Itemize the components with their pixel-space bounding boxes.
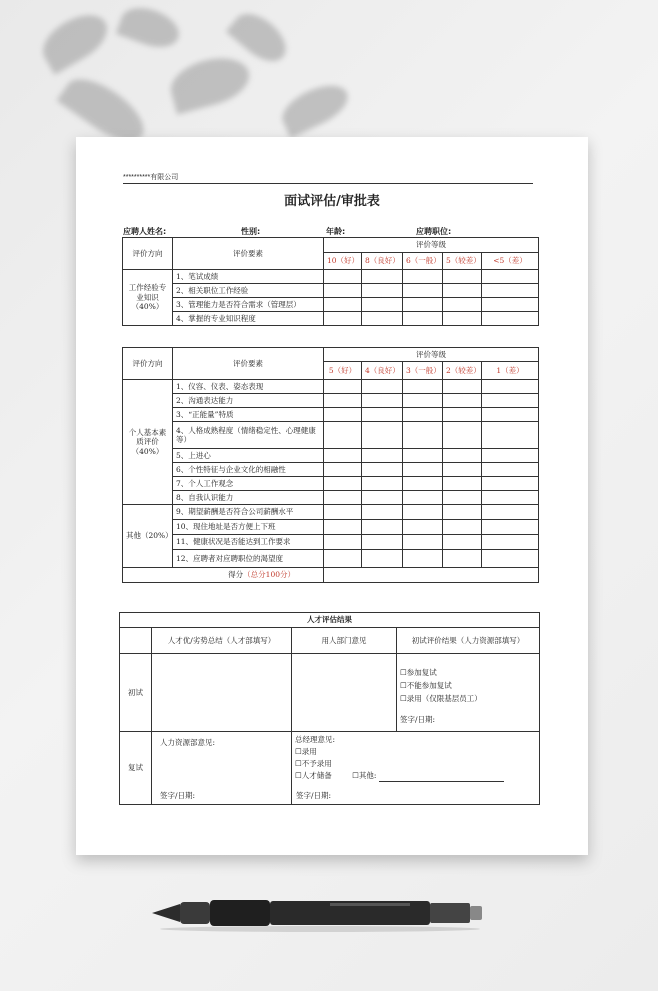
score-cell[interactable]: [482, 422, 539, 449]
score-cell[interactable]: [324, 270, 362, 284]
score-cell[interactable]: [443, 284, 482, 298]
score-cell[interactable]: [324, 449, 362, 463]
first-result-header: 初试评价结果（人力资源部填写）: [397, 628, 540, 654]
score-cell[interactable]: [362, 298, 403, 312]
score-cell[interactable]: [324, 463, 362, 477]
grade-label: 1（差）: [482, 362, 539, 380]
other-input-line[interactable]: [379, 781, 504, 782]
gm-sign: 签字/日期:: [296, 790, 332, 800]
score-cell[interactable]: [362, 550, 403, 568]
requirement-header: 评价要素: [173, 238, 324, 270]
grade-label: <5（差）: [482, 253, 539, 270]
criterion: 5、上进心: [173, 449, 324, 463]
score-cell[interactable]: [362, 491, 403, 505]
score-cell[interactable]: [362, 535, 403, 550]
grade-label: 8（良好）: [362, 253, 403, 270]
score-cell[interactable]: [482, 312, 539, 326]
age-label: 年龄:: [326, 227, 346, 236]
score-cell[interactable]: [403, 312, 443, 326]
score-cell[interactable]: [443, 505, 482, 520]
score-cell[interactable]: [324, 394, 362, 408]
blank-cell: [120, 628, 152, 654]
criterion: 9、期望薪酬是否符合公司薪酬水平: [173, 505, 324, 520]
first-sign: 签字/日期:: [400, 715, 436, 724]
score-cell[interactable]: [403, 270, 443, 284]
group-label: 其他（20%）: [123, 505, 173, 568]
score-cell[interactable]: [403, 491, 443, 505]
score-cell[interactable]: [324, 477, 362, 491]
gm-opinion-cell: [292, 732, 540, 805]
criterion: 7、个人工作观念: [173, 477, 324, 491]
score-cell[interactable]: [482, 520, 539, 535]
score-cell[interactable]: [324, 298, 362, 312]
score-cell[interactable]: [443, 535, 482, 550]
criterion: 11、健康状况是否能达到工作要求: [173, 535, 324, 550]
score-cell[interactable]: [482, 408, 539, 422]
score-cell[interactable]: [324, 535, 362, 550]
score-cell[interactable]: [403, 550, 443, 568]
score-row: [123, 568, 324, 583]
criterion: 2、相关职位工作经验: [173, 284, 324, 298]
score-cell[interactable]: [403, 463, 443, 477]
score-cell[interactable]: [482, 449, 539, 463]
score-cell[interactable]: [324, 422, 362, 449]
score-cell[interactable]: [403, 394, 443, 408]
pen-icon: [150, 893, 490, 933]
result-header: 人才评估结果: [120, 613, 540, 628]
hr-opinion-cell: [152, 732, 292, 805]
score-cell[interactable]: [362, 422, 403, 449]
grade-label: 3（一般）: [403, 362, 443, 380]
score-cell[interactable]: [403, 449, 443, 463]
dept-opinion-cell[interactable]: [292, 654, 397, 732]
score-cell[interactable]: [403, 422, 443, 449]
score-cell[interactable]: [403, 520, 443, 535]
score-cell[interactable]: [362, 394, 403, 408]
document-page: [76, 137, 588, 855]
grade-label: 4（良好）: [362, 362, 403, 380]
score-cell[interactable]: [324, 550, 362, 568]
score-cell[interactable]: [482, 477, 539, 491]
criterion: 3、管理能力是否符合需求（管理层）: [173, 298, 324, 312]
score-cell[interactable]: [362, 380, 403, 394]
group-label: 工作经验专业知识（40%）: [123, 270, 173, 326]
score-cell[interactable]: [324, 505, 362, 520]
name-label: 应聘人姓名:: [123, 227, 167, 236]
criterion: 8、自我认识能力: [173, 491, 324, 505]
score-cell[interactable]: [362, 408, 403, 422]
score-cell[interactable]: [403, 505, 443, 520]
leaf-shadow: [116, 1, 184, 54]
score-cell[interactable]: [403, 535, 443, 550]
score-cell[interactable]: [362, 270, 403, 284]
score-cell[interactable]: [443, 477, 482, 491]
score-cell[interactable]: [482, 550, 539, 568]
leaf-shadow: [35, 5, 116, 75]
second-interview-label: 复试: [120, 732, 152, 805]
summary-header: 人才优/劣势总结（人才部填写）: [152, 628, 292, 654]
grade-label: 2（较差）: [443, 362, 482, 380]
grade-label: 10（好）: [324, 253, 362, 270]
score-cell[interactable]: [324, 312, 362, 326]
score-cell[interactable]: [482, 380, 539, 394]
score-cell[interactable]: [482, 505, 539, 520]
page-title: 面试评估/审批表: [284, 194, 380, 209]
grade-header: 评价等级: [324, 238, 539, 253]
grade-header: 评价等级: [324, 348, 539, 362]
criterion: 2、沟通表达能力: [173, 394, 324, 408]
score-cell[interactable]: [443, 520, 482, 535]
score-cell[interactable]: [403, 380, 443, 394]
grade-label: 6（一般）: [403, 253, 443, 270]
score-cell[interactable]: [324, 380, 362, 394]
score-cell[interactable]: [482, 270, 539, 284]
gm-option-row: [295, 770, 536, 782]
score-cell[interactable]: [443, 298, 482, 312]
header-rule: [123, 183, 533, 184]
score-cell[interactable]: [443, 491, 482, 505]
score-cell[interactable]: [482, 298, 539, 312]
score-cell[interactable]: [443, 394, 482, 408]
grade-label: 5（好）: [324, 362, 362, 380]
score-cell[interactable]: [403, 284, 443, 298]
score-total-cell[interactable]: [324, 568, 539, 583]
first-result-cell: [397, 654, 540, 732]
score-cell[interactable]: [362, 312, 403, 326]
criterion: 3、“正能量”特质: [173, 408, 324, 422]
score-cell[interactable]: [403, 298, 443, 312]
criterion: 4、掌握的专业知识程度: [173, 312, 324, 326]
direction-header: 评价方向: [123, 238, 173, 270]
score-label: 得分: [228, 570, 244, 580]
score-cell[interactable]: [403, 408, 443, 422]
score-cell[interactable]: [324, 491, 362, 505]
criterion: 4、人格成熟程度（情绪稳定性、心理健康等）: [173, 422, 324, 449]
score-cell[interactable]: [482, 463, 539, 477]
evaluation-table-2: [122, 347, 539, 583]
score-cell[interactable]: [443, 380, 482, 394]
leaf-shadow: [166, 50, 255, 114]
criterion: 10、现住地址是否方便上下班: [173, 520, 324, 535]
score-cell[interactable]: [482, 535, 539, 550]
result-table: [119, 612, 540, 805]
score-cell[interactable]: [362, 477, 403, 491]
company-name: **********有限公司: [123, 174, 179, 181]
gm-option-other[interactable]: ☐其他:: [352, 771, 377, 780]
score-cell[interactable]: [443, 463, 482, 477]
score-cell[interactable]: [403, 477, 443, 491]
score-cell[interactable]: [443, 270, 482, 284]
score-cell[interactable]: [324, 520, 362, 535]
gm-opinion-label: 总经理意见:: [295, 735, 336, 744]
criterion: 12、应聘者对应聘职位的渴望度: [173, 550, 324, 568]
option-hire-basic[interactable]: ☐录用（仅限基层员工）: [400, 694, 482, 703]
leaf-shadow: [276, 77, 354, 138]
score-cell[interactable]: [482, 394, 539, 408]
option-join-second[interactable]: ☐参加复试: [400, 668, 437, 677]
score-cell[interactable]: [482, 491, 539, 505]
grade-label: 5（较差）: [443, 253, 482, 270]
score-cell[interactable]: [324, 408, 362, 422]
position-label: 应聘职位:: [416, 227, 452, 236]
score-cell[interactable]: [443, 449, 482, 463]
gm-option-reject[interactable]: ☐不予录用: [295, 759, 332, 768]
group-label: 个人基本素质评价（40%）: [123, 380, 173, 505]
first-interview-label: 初试: [120, 654, 152, 732]
direction-header: 评价方向: [123, 348, 173, 380]
score-cell[interactable]: [443, 312, 482, 326]
score-cell[interactable]: [362, 449, 403, 463]
criterion: 1、笔试成绩: [173, 270, 324, 284]
score-cell[interactable]: [482, 284, 539, 298]
score-cell[interactable]: [362, 505, 403, 520]
score-cell[interactable]: [362, 463, 403, 477]
hr-opinion-label: 人力资源部意见:: [160, 738, 216, 747]
score-total: （总分100分）: [243, 570, 295, 580]
score-cell[interactable]: [443, 550, 482, 568]
hr-sign: 签字/日期:: [160, 790, 196, 800]
summary-cell[interactable]: [152, 654, 292, 732]
criterion: 6、个性特征与企业文化的相融性: [173, 463, 324, 477]
requirement-header: 评价要素: [173, 348, 324, 380]
gender-label: 性别:: [241, 227, 261, 236]
gm-option-hire[interactable]: ☐录用: [295, 747, 317, 756]
criterion: 1、仪容、仪表、姿态表现: [173, 380, 324, 394]
option-no-second[interactable]: ☐不能参加复试: [400, 681, 452, 690]
gm-option-reserve[interactable]: ☐人才储备: [295, 771, 332, 780]
dept-opinion-header: 用人部门意见: [292, 628, 397, 654]
score-cell[interactable]: [362, 520, 403, 535]
evaluation-table-1: [122, 237, 539, 326]
score-cell[interactable]: [443, 422, 482, 449]
score-cell[interactable]: [324, 284, 362, 298]
score-cell[interactable]: [362, 284, 403, 298]
score-cell[interactable]: [443, 408, 482, 422]
